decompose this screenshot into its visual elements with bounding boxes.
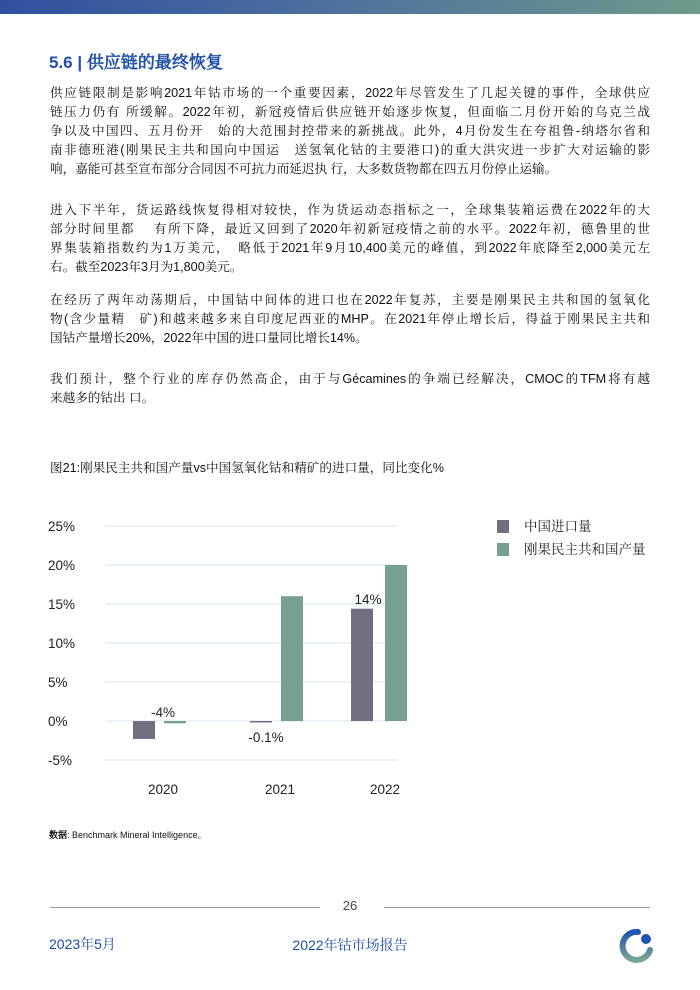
paragraph-line: 供应链限制是影响2021年钴市场的一个重要因素，2022年尽管发生了几起关键的事件，全球供应 xyxy=(50,86,650,100)
paragraph xyxy=(50,84,650,179)
paragraph xyxy=(50,201,650,277)
chart-title: 图21:刚果民主共和国产量vs中国氢氧化钴和精矿的进口量，同比变化% xyxy=(50,461,444,475)
paragraph-line: 我们预计，整个行业的库存仍然高企，由于与Gécamines的争端已经解决，CMOC的TFM将有越 xyxy=(50,372,650,386)
y-tick-label: 5% xyxy=(48,675,68,690)
paragraph-line: 进入下半年，货运路线恢复得相对较快，作为货运动态指标之一，全球集装箱运费在2022年的大 xyxy=(50,203,650,217)
footer-divider-right xyxy=(384,907,650,908)
paragraph-line: 响，嘉能可甚至宣布部分合同因不可抗力而延迟执 行，大多数货物都在四五月份停止运输。 xyxy=(50,162,558,176)
bar-2022-series-0 xyxy=(351,609,373,721)
y-tick-label: 0% xyxy=(48,714,68,729)
footer-date: 2023年5月 xyxy=(49,936,116,952)
paragraph-line: 争以及中国四、五月份开 始的大范围封控带来的新挑战。此外，4月份发生在夸祖鲁-纳塔尔省和 xyxy=(50,124,650,138)
footer-report-title: 2022年钴市场报告 xyxy=(292,937,408,953)
company-logo-icon xyxy=(616,926,656,966)
y-tick-label: 20% xyxy=(48,558,76,573)
paragraph-line: 国钴产量增长20%，2022年中国的进口量同比增长14%。 xyxy=(50,331,368,345)
paragraph-line: 物(含少量精 矿)和越来越多来自印度尼西亚的MHP。在2021年停止增长后，得益于刚果民主共和 xyxy=(50,312,650,326)
header-gradient-bar xyxy=(0,0,700,14)
x-tick-label: 2021 xyxy=(264,782,296,797)
section-heading: 5.6 | 供应链的最终恢复 xyxy=(49,53,223,72)
paragraph-line: 来越多的钴出 口。 xyxy=(50,391,155,405)
footer-divider-left xyxy=(50,907,320,908)
paragraph-line: 在经历了两年动荡期后，中国钴中间体的进口也在2022年复苏，主要是刚果民主共和国的氢氧化 xyxy=(50,293,650,307)
paragraph-line: 界集装箱指数约为1万美元， 略低于2021年9月10,400美元的峰值，到2022年底降至2,000美元左 xyxy=(50,241,650,255)
paragraph-line: 链压力仍有 所缓解。2022年初，新冠疫情后供应链开始逐步恢复，但面临二月份开始的乌克兰战 xyxy=(50,105,650,119)
bar-2021-series-1 xyxy=(281,596,303,721)
bar-2021-series-0 xyxy=(250,721,272,723)
source-note xyxy=(49,828,207,841)
legend-label: 刚果民主共和国产量 xyxy=(524,542,646,557)
x-tick-label: 2022 xyxy=(369,782,401,797)
paragraph-line: 南非德班港(刚果民主共和国向中国运 送氢氧化钴的主要港口)的重大洪灾进一步扩大对运输的影 xyxy=(50,143,650,157)
x-tick-label: 2020 xyxy=(147,782,179,797)
y-tick-label: 25% xyxy=(48,519,76,534)
page-number: 26 xyxy=(342,898,358,913)
bar-chart xyxy=(0,500,700,810)
legend-swatch xyxy=(497,520,509,533)
data-label: -4% xyxy=(150,705,176,720)
data-label: -0.1% xyxy=(248,730,284,745)
source-label: 数据 xyxy=(49,830,68,840)
bar-2020-series-1 xyxy=(164,721,186,723)
source-text: : Benchmark Mineral Intelligence。 xyxy=(67,830,207,840)
y-tick-label: 10% xyxy=(48,636,76,651)
paragraph xyxy=(50,291,650,348)
paragraph xyxy=(50,370,650,408)
bar-2022-series-1 xyxy=(385,565,407,721)
legend-swatch xyxy=(497,543,509,556)
paragraph-line: 部分时间里都 有所下降，最近又回到了2020年初新冠疫情之前的水平。2022年初，德鲁里的世 xyxy=(50,222,650,236)
y-tick-label: 15% xyxy=(48,597,76,612)
y-tick-label: -5% xyxy=(48,753,73,768)
bar-2020-series-0 xyxy=(133,721,155,739)
paragraph-line: 右。截至2023年3月为1,800美元。 xyxy=(50,260,243,274)
legend-label: 中国进口量 xyxy=(524,519,592,534)
data-label: 14% xyxy=(354,592,382,607)
